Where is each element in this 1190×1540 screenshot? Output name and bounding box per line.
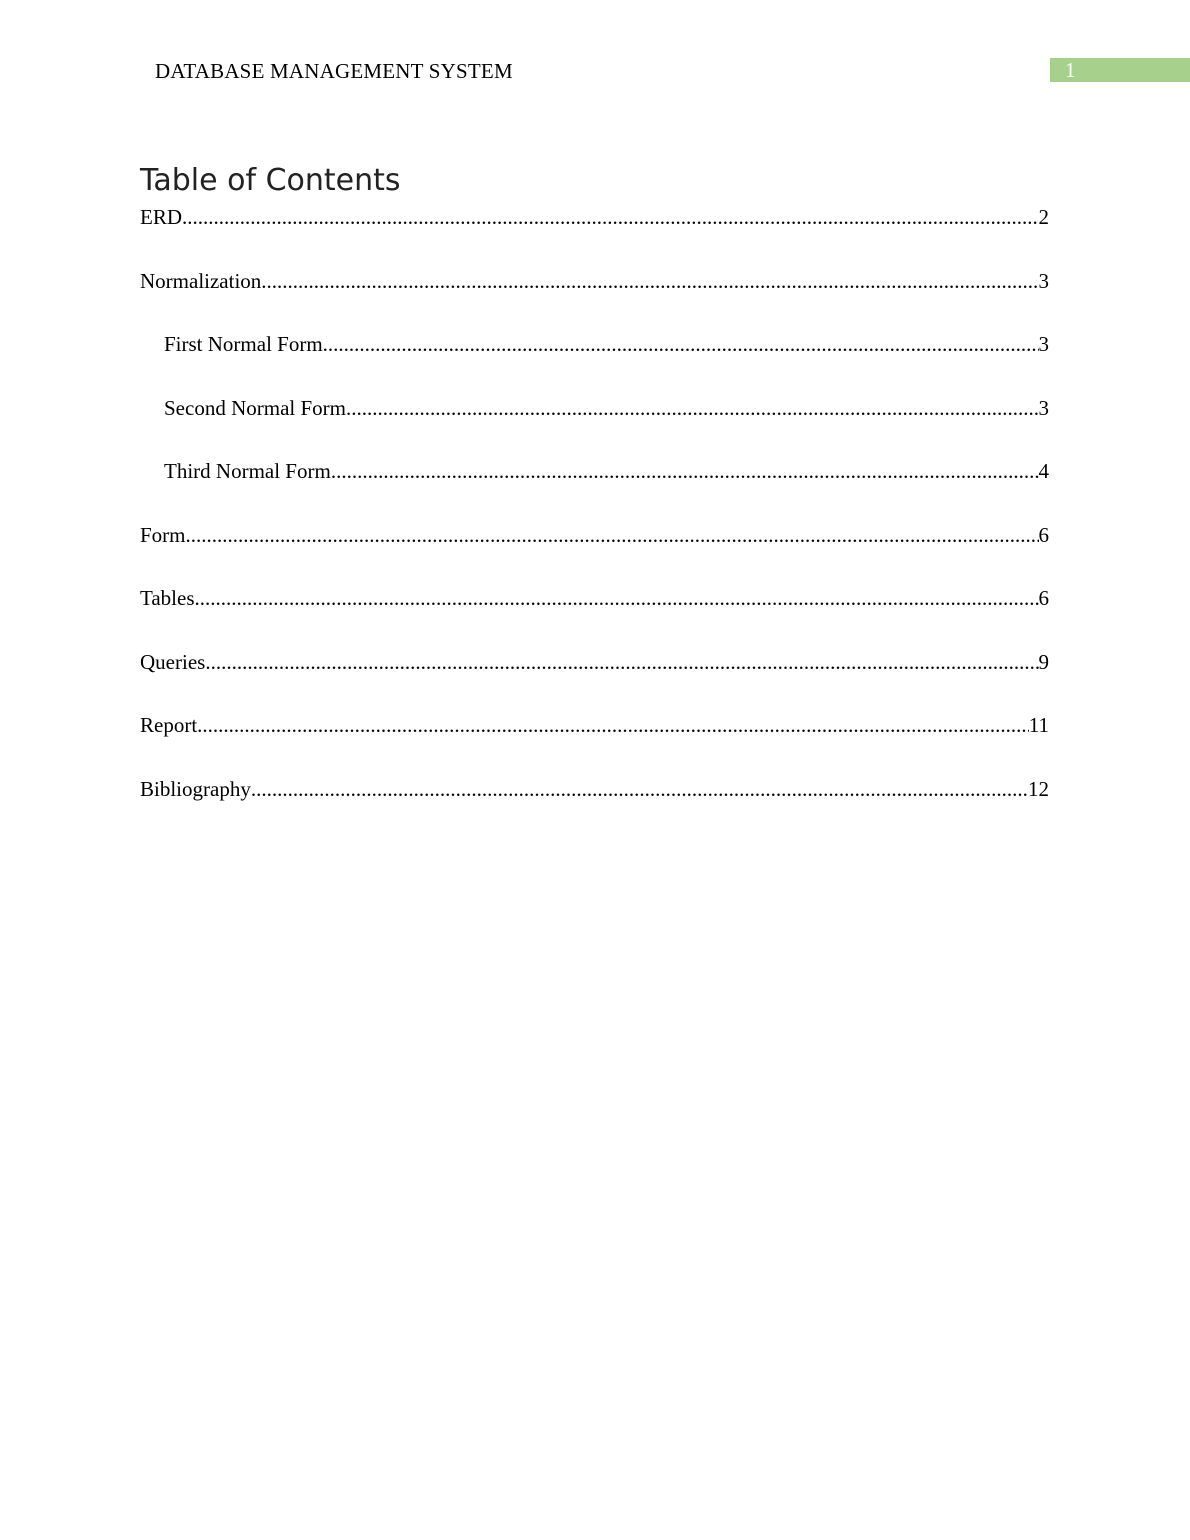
toc-entry-page: 6: [1038, 586, 1049, 610]
toc-entry-page: 3: [1038, 395, 1049, 420]
toc-entry-tables[interactable]: [140, 582, 1049, 646]
running-header-title: DATABASE MANAGEMENT SYSTEM: [155, 59, 513, 83]
toc-entry-text: Queries: [140, 649, 206, 674]
dot-leader: [251, 773, 1028, 805]
dot-leader: [323, 328, 1039, 360]
dot-leader: [197, 709, 1029, 741]
dot-leader: [195, 582, 1039, 614]
toc-entry-text: Bibliography: [140, 776, 251, 801]
toc-entry-page: 11: [1028, 713, 1049, 737]
toc-entry-page: 3: [1038, 332, 1049, 356]
toc-entry-form[interactable]: [140, 519, 1049, 583]
toc-entry-text: Third Normal Form: [164, 459, 331, 483]
table-of-contents: [140, 201, 1049, 836]
toc-entry-page: 2: [1038, 205, 1049, 229]
dot-leader: [186, 519, 1039, 551]
toc-entry-page: 3: [1038, 268, 1049, 293]
dot-leader: [205, 646, 1038, 678]
dot-leader: [261, 265, 1038, 297]
toc-entry-page: 6: [1038, 522, 1049, 547]
toc-entry-erd[interactable]: [140, 201, 1049, 265]
toc-entry-text: Form: [140, 522, 186, 547]
toc-entry-bibliography[interactable]: [140, 773, 1049, 837]
dot-leader: [346, 392, 1039, 424]
toc-entry-normalization[interactable]: [140, 265, 1049, 329]
toc-entry-page: 12: [1028, 776, 1049, 801]
toc-entry-page: 4: [1038, 459, 1049, 483]
toc-entry-text: First Normal Form: [164, 332, 323, 356]
toc-entry-text: Tables: [140, 586, 195, 610]
toc-entry-queries[interactable]: [140, 646, 1049, 710]
toc-entry-report[interactable]: [140, 709, 1049, 773]
dot-leader: [182, 201, 1039, 233]
dot-leader: [331, 455, 1039, 487]
toc-entry-page: 9: [1038, 649, 1049, 674]
toc-entry-text: Normalization: [140, 268, 262, 293]
toc-entry-third-normal-form[interactable]: [140, 455, 1049, 519]
toc-entry-second-normal-form[interactable]: [140, 392, 1049, 456]
page-number: 1: [1065, 58, 1076, 82]
toc-entry-text: Second Normal Form: [164, 395, 346, 420]
page-number-badge: [1050, 58, 1190, 82]
toc-entry-first-normal-form[interactable]: [140, 328, 1049, 392]
toc-heading: Table of Contents: [140, 163, 401, 198]
toc-entry-text: ERD: [140, 205, 182, 229]
toc-entry-text: Report: [140, 713, 198, 737]
